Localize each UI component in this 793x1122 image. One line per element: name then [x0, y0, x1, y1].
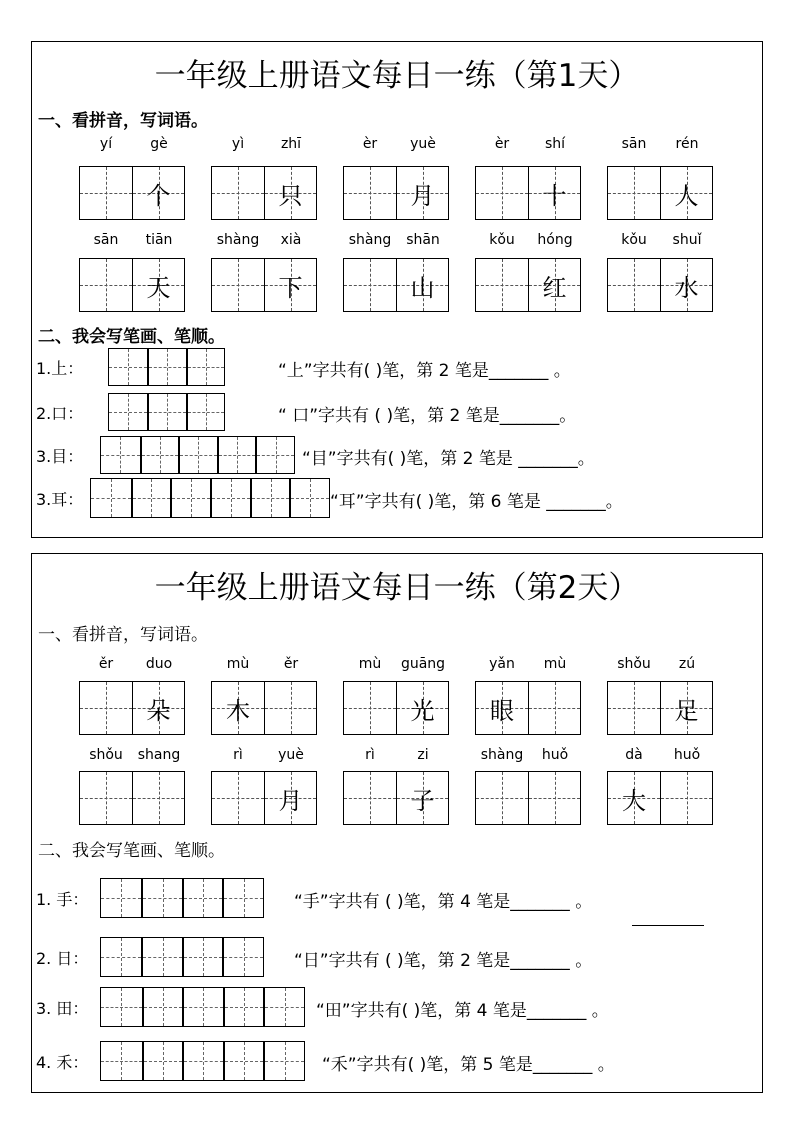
given-character: 足 — [674, 696, 699, 725]
day1-title — [32, 50, 762, 95]
tianzige-cell[interactable] — [212, 682, 264, 734]
pinyin: zhī — [280, 136, 302, 152]
stroke-cell[interactable] — [222, 938, 263, 976]
stroke-cell[interactable] — [255, 437, 294, 473]
stroke-cell[interactable] — [210, 479, 250, 517]
stroke-char-label: 1. 手： — [36, 890, 89, 909]
stroke-cell[interactable] — [263, 988, 304, 1026]
stroke-char-label: 1.上： — [36, 359, 84, 378]
tianzige-cell[interactable] — [608, 682, 660, 734]
tianzige-cell[interactable] — [476, 772, 528, 824]
pinyin: guāng — [400, 656, 446, 672]
stroke-order-grid[interactable] — [100, 1041, 305, 1081]
pinyin: duo — [145, 656, 173, 672]
pinyin: yǎn — [489, 656, 515, 672]
stroke-order-grid[interactable] — [100, 987, 305, 1027]
pinyin: huǒ — [541, 747, 569, 763]
stroke-cell[interactable] — [222, 879, 263, 917]
stroke-cell[interactable] — [131, 479, 171, 517]
stroke-cell[interactable] — [182, 1042, 223, 1080]
pinyin: shí — [544, 136, 566, 152]
given-character: 木 — [226, 696, 250, 725]
tianzige-cell[interactable] — [660, 682, 712, 734]
stroke-char-label: 2.口： — [36, 404, 84, 423]
stroke-cell[interactable] — [101, 1042, 142, 1080]
stroke-order-grid[interactable] — [108, 393, 225, 431]
stroke-cell[interactable] — [186, 349, 224, 385]
stroke-cell[interactable] — [101, 988, 142, 1026]
day2-title-text: 一年级上册语文每日一练（第 — [154, 570, 558, 606]
stroke-cell[interactable] — [263, 1042, 304, 1080]
tianzige-cell[interactable] — [528, 259, 580, 311]
stroke-cell[interactable] — [109, 394, 147, 430]
pinyin: tiān — [145, 232, 173, 248]
pinyin: shǒu — [89, 747, 123, 763]
tianzige-cell[interactable] — [264, 772, 316, 824]
day2-title-number: 2 — [557, 570, 578, 606]
day2-section2-heading: 二、我会写笔画、笔顺。 — [38, 841, 225, 861]
tianzige-cell[interactable] — [344, 682, 396, 734]
day1-title-text: 一年级上册语文每日一练（第 — [154, 58, 558, 94]
pinyin: shang — [137, 747, 181, 763]
tianzige-cell[interactable] — [396, 167, 448, 219]
word-box[interactable] — [475, 258, 581, 312]
word-box[interactable] — [343, 258, 449, 312]
word-box[interactable] — [475, 166, 581, 220]
given-character: 天 — [146, 273, 171, 302]
stroke-question: “日”字共有 ( )笔，第 2 笔是_______ 。 — [294, 951, 593, 971]
tianzige-cell[interactable] — [660, 772, 712, 824]
tianzige-cell[interactable] — [660, 259, 712, 311]
pinyin: yuè — [410, 136, 436, 152]
given-character: 只 — [278, 181, 303, 210]
tianzige-cell[interactable] — [396, 772, 448, 824]
word-box[interactable] — [343, 771, 449, 825]
tianzige-cell[interactable] — [80, 167, 132, 219]
stroke-order-grid[interactable] — [100, 878, 264, 918]
pinyin: zi — [417, 747, 429, 763]
stroke-cell[interactable] — [250, 479, 290, 517]
word-box[interactable] — [211, 166, 317, 220]
pinyin: kǒu — [621, 232, 647, 248]
tianzige-cell[interactable] — [80, 772, 132, 824]
stroke-cell[interactable] — [101, 938, 141, 976]
pinyin: xià — [280, 232, 302, 248]
tianzige-cell[interactable] — [264, 167, 316, 219]
stroke-char-label: 3. 田： — [36, 999, 89, 1018]
tianzige-cell[interactable] — [264, 682, 316, 734]
stroke-cell[interactable] — [186, 394, 224, 430]
given-character: 光 — [410, 696, 435, 725]
stroke-question: “上”字共有( )笔，第 2 笔是_______ 。 — [278, 361, 571, 381]
word-box[interactable] — [607, 166, 713, 220]
word-box[interactable] — [607, 771, 713, 825]
pinyin: rì — [365, 747, 375, 763]
day1-section1-heading: 一、看拼音，写词语。 — [38, 111, 208, 131]
pinyin: shǒu — [617, 656, 651, 672]
word-box[interactable] — [79, 681, 185, 735]
given-character: 朵 — [146, 696, 171, 725]
given-character: 人 — [674, 181, 699, 210]
given-character: 子 — [410, 786, 435, 815]
day2-title — [32, 562, 762, 607]
tianzige-cell[interactable] — [344, 167, 396, 219]
pinyin: shàng — [480, 747, 524, 763]
tianzige-cell[interactable] — [212, 167, 264, 219]
pinyin: hóng — [537, 232, 573, 248]
stroke-question: “ 口”字共有 ( )笔，第 2 笔是_______。 — [278, 406, 577, 426]
stroke-cell[interactable] — [142, 1042, 183, 1080]
tianzige-cell[interactable] — [344, 772, 396, 824]
tianzige-cell[interactable] — [608, 167, 660, 219]
word-box[interactable] — [79, 166, 185, 220]
stroke-char-label: 3.耳： — [36, 490, 84, 509]
stroke-cell[interactable] — [170, 479, 210, 517]
pinyin: zú — [678, 656, 696, 672]
stroke-order-grid[interactable] — [108, 348, 225, 386]
stroke-cell[interactable] — [182, 988, 223, 1026]
word-box[interactable] — [607, 681, 713, 735]
tianzige-cell[interactable] — [80, 682, 132, 734]
tianzige-cell[interactable] — [396, 682, 448, 734]
given-character: 月 — [410, 181, 435, 210]
stroke-cell[interactable] — [147, 394, 185, 430]
pinyin: yí — [99, 136, 113, 152]
given-character: 眼 — [490, 696, 514, 725]
stroke-cell[interactable] — [91, 479, 131, 517]
stroke-cell[interactable] — [182, 879, 223, 917]
pinyin: mù — [543, 656, 567, 672]
pinyin: èr — [494, 136, 510, 152]
word-box[interactable] — [475, 771, 581, 825]
tianzige-cell[interactable] — [212, 772, 264, 824]
day1-section2-heading: 二、我会写笔画、笔顺。 — [38, 327, 225, 347]
stroke-question: “手”字共有 ( )笔，第 4 笔是_______ 。 — [294, 892, 593, 912]
stroke-question: “耳”字共有( )笔，第 6 笔是 _______。 — [330, 492, 623, 512]
tianzige-cell[interactable] — [608, 772, 660, 824]
stroke-order-grid[interactable] — [100, 937, 264, 977]
given-character: 山 — [410, 273, 435, 302]
tianzige-cell[interactable] — [212, 259, 264, 311]
stroke-cell[interactable] — [142, 988, 183, 1026]
stroke-cell[interactable] — [223, 988, 264, 1026]
word-box[interactable] — [607, 258, 713, 312]
word-box[interactable] — [343, 681, 449, 735]
stroke-char-label: 3.目： — [36, 447, 84, 466]
tianzige-cell[interactable] — [476, 167, 528, 219]
tianzige-cell[interactable] — [608, 259, 660, 311]
word-box[interactable] — [79, 771, 185, 825]
stroke-cell[interactable] — [101, 437, 140, 473]
tianzige-cell[interactable] — [528, 772, 580, 824]
stroke-char-label: 4. 禾： — [36, 1053, 89, 1072]
stroke-question: “田”字共有( )笔，第 4 笔是_______ 。 — [316, 1001, 609, 1021]
tianzige-cell[interactable] — [528, 682, 580, 734]
stroke-cell[interactable] — [289, 479, 329, 517]
stroke-cell[interactable] — [182, 938, 223, 976]
pinyin: rén — [675, 136, 699, 152]
day1-title-end: 天） — [577, 58, 640, 94]
pinyin: shān — [406, 232, 440, 248]
pinyin: yuè — [278, 747, 304, 763]
word-box[interactable] — [79, 258, 185, 312]
pinyin: mù — [226, 656, 250, 672]
pinyin: shàng — [216, 232, 260, 248]
pinyin: sān — [93, 232, 119, 248]
pinyin: gè — [150, 136, 168, 152]
given-character: 水 — [674, 273, 699, 302]
given-character: 下 — [278, 273, 303, 302]
stroke-cell[interactable] — [141, 879, 182, 917]
stroke-cell[interactable] — [147, 349, 185, 385]
word-box[interactable] — [475, 681, 581, 735]
stroke-cell[interactable] — [140, 437, 179, 473]
stroke-order-grid[interactable] — [100, 436, 295, 474]
pinyin: ěr — [283, 656, 299, 672]
stroke-cell[interactable] — [109, 349, 147, 385]
word-box[interactable] — [211, 681, 317, 735]
tianzige-cell[interactable] — [80, 259, 132, 311]
given-character: 大 — [622, 786, 646, 815]
word-box[interactable] — [343, 166, 449, 220]
pinyin: sān — [621, 136, 647, 152]
day2-panel — [31, 553, 763, 1093]
tianzige-cell[interactable] — [528, 167, 580, 219]
stroke-char-label: 2. 日： — [36, 949, 89, 968]
given-character: 月 — [278, 786, 303, 815]
pinyin: rì — [233, 747, 243, 763]
tianzige-cell[interactable] — [132, 167, 184, 219]
stroke-order-grid[interactable] — [90, 478, 330, 518]
tianzige-cell[interactable] — [264, 259, 316, 311]
day2-extra-answer-line — [632, 925, 704, 926]
day1-panel — [31, 41, 763, 538]
given-character: 个 — [146, 181, 171, 210]
tianzige-cell[interactable] — [132, 259, 184, 311]
tianzige-cell[interactable] — [396, 259, 448, 311]
given-character: 十 — [542, 181, 567, 210]
pinyin: ěr — [98, 656, 114, 672]
word-box[interactable] — [211, 771, 317, 825]
word-box[interactable] — [211, 258, 317, 312]
pinyin: èr — [362, 136, 378, 152]
pinyin: yì — [231, 136, 245, 152]
tianzige-cell[interactable] — [132, 682, 184, 734]
day2-title-end: 天） — [577, 570, 640, 606]
stroke-cell[interactable] — [223, 1042, 264, 1080]
tianzige-cell[interactable] — [132, 772, 184, 824]
pinyin: mù — [358, 656, 382, 672]
stroke-question: “目”字共有( )笔，第 2 笔是 _______。 — [302, 449, 595, 469]
pinyin: huǒ — [673, 747, 701, 763]
pinyin: dà — [625, 747, 643, 763]
stroke-cell[interactable] — [101, 879, 141, 917]
tianzige-cell[interactable] — [476, 259, 528, 311]
pinyin: kǒu — [489, 232, 515, 248]
given-character: 红 — [542, 273, 567, 302]
pinyin: shàng — [348, 232, 392, 248]
day2-section1-heading: 一、看拼音，写词语。 — [38, 625, 208, 645]
stroke-question: “禾”字共有( )笔，第 5 笔是_______ 。 — [322, 1055, 615, 1075]
day1-title-number: 1 — [557, 58, 578, 94]
tianzige-cell[interactable] — [660, 167, 712, 219]
stroke-cell[interactable] — [141, 938, 182, 976]
pinyin: shuǐ — [672, 232, 702, 248]
stroke-cell[interactable] — [217, 437, 256, 473]
tianzige-cell[interactable] — [476, 682, 528, 734]
tianzige-cell[interactable] — [344, 259, 396, 311]
stroke-cell[interactable] — [178, 437, 217, 473]
